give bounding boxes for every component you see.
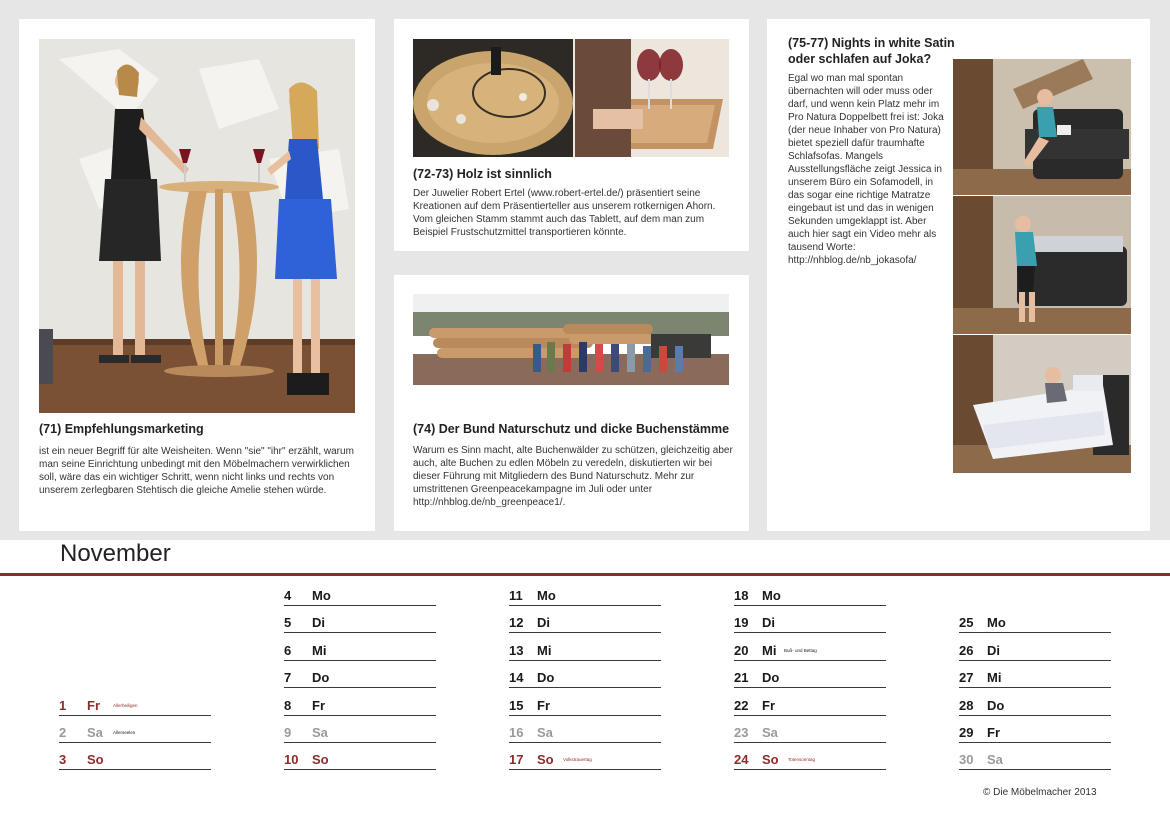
day-name: Sa <box>87 725 103 740</box>
day-name: Do <box>312 670 330 686</box>
day-number: 10 <box>284 752 299 768</box>
day-name: So <box>537 752 554 768</box>
day-number: 20 <box>734 642 749 658</box>
calendar-day-row <box>959 610 1111 633</box>
calendar-day-row <box>959 638 1111 661</box>
calendar-day-row <box>284 610 436 633</box>
calendar-day-row <box>959 747 1111 770</box>
calendar-day-row <box>509 638 661 661</box>
day-number: 21 <box>734 670 749 686</box>
calendar-day-row <box>734 693 886 716</box>
day-name: Mi <box>537 642 552 658</box>
day-note: Allerheiligen <box>113 702 138 708</box>
panel-title: (72-73) Holz ist sinnlich <box>413 167 552 181</box>
day-name: So <box>87 752 104 768</box>
day-number: 23 <box>734 725 749 740</box>
calendar-day-row <box>959 665 1111 688</box>
panel-text: Warum es Sinn macht, alte Buchenwälder zu schützen, gleichzeitig aber auch, alte Buchen zu edlen Möbeln zu veredeln, diskutierten wir bei dieser Führung mit Mitgliedern des Bund Naturschutz. Mehr zur umstrittenen Greenpeacekampagne im Juli oder unter http://nhblog.de/nb_greenpeace1/. <box>413 445 733 508</box>
calendar-day-row <box>734 638 886 661</box>
panel-title: (74) Der Bund Naturschutz und dicke Buchenstämme <box>413 422 730 436</box>
day-name: Mo <box>762 588 781 603</box>
day-name: Mi <box>762 642 777 658</box>
panel-nights-in-white-satin <box>767 19 1150 531</box>
day-name: Fr <box>537 697 550 713</box>
photo-woman-unfolding-sofa <box>953 196 1131 334</box>
day-name: Fr <box>762 697 775 713</box>
day-name: Mo <box>987 615 1006 631</box>
calendar-day-row <box>59 693 211 716</box>
day-name: Fr <box>987 725 1000 740</box>
day-number: 28 <box>959 697 974 713</box>
photo-woman-in-bed <box>953 335 1131 473</box>
day-name: Di <box>987 642 1000 658</box>
day-note: Totensonntag <box>788 757 816 763</box>
day-number: 22 <box>734 697 749 713</box>
calendar-day-row <box>734 747 886 770</box>
calendar-day-row <box>959 720 1111 743</box>
day-name: Mi <box>312 642 327 658</box>
day-name: Do <box>987 697 1005 713</box>
panel-holz-ist-sinnlich <box>394 19 749 251</box>
day-number: 5 <box>284 615 292 631</box>
day-name: Fr <box>312 697 325 713</box>
calendar-day-row <box>59 720 211 743</box>
calendar-day-row <box>509 720 661 743</box>
calendar-day-row <box>284 583 436 606</box>
day-number: 27 <box>959 670 974 686</box>
day-number: 25 <box>959 615 974 631</box>
calendar-day-row <box>509 747 661 770</box>
day-number: 1 <box>59 697 67 713</box>
calendar-day-row <box>509 693 661 716</box>
day-name: Sa <box>762 725 778 740</box>
day-name: Mo <box>312 588 331 603</box>
day-number: 6 <box>284 642 292 658</box>
day-number: 26 <box>959 642 974 658</box>
panel-title: oder schlafen auf Joka? <box>788 52 932 66</box>
day-name: Di <box>312 615 325 631</box>
panel-text: Der Juwelier Robert Ertel (www.robert-ertel.de/) präsentiert seine Kreationen auf dem Präsentierteller aus unserem rotkernigen Ahorn. Vom gleichen Stamm stammt auch das Tablett, auf dem man zum Beispiel Frustschutzmittel transportieren könnte. <box>413 188 716 238</box>
panel-text: Egal wo man mal spontan übernachten will oder muss oder darf, und wenn kein Platz mehr im Pro Natura Doppelbett frei ist: Joka (der neue Inhaber von Pro Natura) bietet speziell dafür traumhafte Schlafsofas. Mangels Ausstellungsfläche zeigt Jessica in unserem Büro ein Sofamodell, in das sogar eine richtige Matratze eingebaut ist und das in wenigen Sekunden umgeklappt ist. Aber auch hier sagt ein Video mehr als tausend Worte: http://nhblog.de/nb_jokasofa/ <box>788 73 944 266</box>
calendar-day-row <box>284 747 436 770</box>
calendar-day-row <box>509 665 661 688</box>
day-number: 16 <box>509 725 524 740</box>
divider-line <box>0 573 1170 576</box>
calendar-day-row <box>284 638 436 661</box>
calendar-day-row <box>284 665 436 688</box>
day-name: So <box>312 752 329 768</box>
day-name: Do <box>762 670 780 686</box>
day-name: So <box>762 752 779 768</box>
calendar-day-row <box>959 693 1111 716</box>
calendar-day-row <box>734 665 886 688</box>
day-number: 2 <box>59 725 67 740</box>
day-number: 7 <box>284 670 292 686</box>
calendar-day-row <box>734 610 886 633</box>
calendar-day-row <box>509 610 661 633</box>
day-name: Mi <box>987 670 1002 686</box>
day-name: Sa <box>312 725 328 740</box>
calendar-day-row <box>284 720 436 743</box>
day-number: 18 <box>734 588 749 603</box>
day-number: 12 <box>509 615 524 631</box>
day-name: Mo <box>537 588 556 603</box>
day-name: Di <box>537 615 550 631</box>
day-name: Di <box>762 615 775 631</box>
day-number: 29 <box>959 725 974 740</box>
day-note: Allerseelen <box>113 730 136 735</box>
day-name: Sa <box>537 725 553 740</box>
day-number: 24 <box>734 752 749 768</box>
copyright-text: © Die Möbelmacher 2013 <box>983 787 1097 798</box>
day-number: 30 <box>959 752 974 768</box>
day-number: 3 <box>59 752 67 768</box>
day-number: 11 <box>509 588 523 603</box>
calendar-day-row <box>509 583 661 606</box>
calendar-day-row <box>734 583 886 606</box>
calendar-day-row <box>734 720 886 743</box>
day-name: Do <box>537 670 555 686</box>
panel-title: (75-77) Nights in white Satin <box>788 36 955 50</box>
photo-two-women-standing-table <box>39 39 355 413</box>
day-note: Buß- und Bettag <box>784 647 817 653</box>
day-number: 19 <box>734 615 749 631</box>
photo-jewelry-wooden-tray <box>413 39 729 157</box>
calendar-day-row <box>284 693 436 716</box>
day-name: Sa <box>987 752 1003 768</box>
day-number: 17 <box>509 752 524 768</box>
day-number: 13 <box>509 642 524 658</box>
panel-empfehlungsmarketing <box>19 19 375 531</box>
panel-bund-naturschutz <box>394 275 749 531</box>
day-number: 14 <box>509 670 524 686</box>
day-name: Fr <box>87 697 100 713</box>
month-title: November <box>60 540 171 567</box>
day-note: Volkstrauertag <box>563 757 592 763</box>
panel-text: ist ein neuer Begriff für alte Weisheiten. Wenn "sie" "ihr" erzählt, warum man seine Einrichtung unbedingt mit den Möbelmachern verwirklichen soll, wäre das ein wichtiger Schritt, wenn nicht links und rechts von unserem zerlegbaren Stehtisch die gleiche Amelie stehen würde. <box>39 446 354 496</box>
photo-group-beech-logs <box>413 294 729 385</box>
photo-woman-on-sofa <box>953 59 1131 195</box>
panel-title: (71) Empfehlungsmarketing <box>39 422 204 436</box>
day-number: 9 <box>284 725 292 740</box>
calendar-day-row <box>59 747 211 770</box>
day-number: 8 <box>284 697 292 713</box>
day-number: 15 <box>509 697 524 713</box>
day-number: 4 <box>284 588 292 603</box>
